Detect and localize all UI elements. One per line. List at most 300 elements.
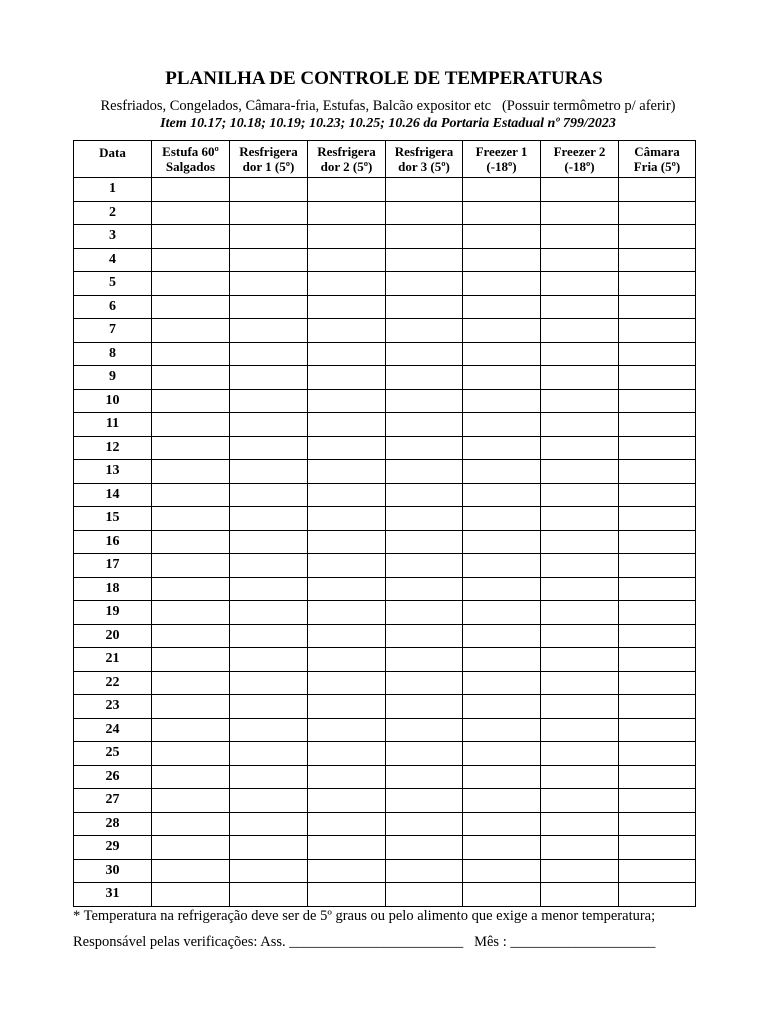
temperature-entry-cell[interactable] [230,554,308,578]
temperature-entry-cell[interactable] [619,812,696,836]
table-row [74,624,696,648]
temperature-entry-cell[interactable] [541,530,619,554]
temperature-entry-cell[interactable] [308,742,386,766]
column-header-freezer-1 [463,141,541,178]
temperature-entry-cell[interactable] [308,295,386,319]
temperature-entry-cell[interactable] [541,742,619,766]
temperature-entry-cell[interactable] [152,883,230,907]
temperature-entry-cell[interactable] [541,460,619,484]
temperature-entry-cell[interactable] [541,554,619,578]
temperature-entry-cell[interactable] [619,507,696,531]
temperature-entry-cell[interactable] [308,765,386,789]
temperature-entry-cell[interactable] [463,460,541,484]
temperature-entry-cell[interactable] [152,836,230,860]
temperature-entry-cell[interactable] [386,554,463,578]
table-row [74,413,696,437]
temperature-entry-cell[interactable] [386,413,463,437]
temperature-control-table [73,140,696,907]
temperature-entry-cell[interactable] [152,436,230,460]
temperature-entry-cell[interactable] [386,248,463,272]
day-number-cell: 12 [74,436,152,460]
temperature-entry-cell[interactable] [386,342,463,366]
temperature-entry-cell[interactable] [152,577,230,601]
temperature-entry-cell[interactable] [386,530,463,554]
temperature-entry-cell[interactable] [463,859,541,883]
temperature-entry-cell[interactable] [619,624,696,648]
temperature-entry-cell[interactable] [463,342,541,366]
temperature-entry-cell[interactable] [619,225,696,249]
day-number-cell: 17 [74,554,152,578]
temperature-entry-cell[interactable] [541,624,619,648]
temperature-entry-cell[interactable] [541,201,619,225]
table-row [74,671,696,695]
temperature-entry-cell[interactable] [619,413,696,437]
temperature-entry-cell[interactable] [230,201,308,225]
temperature-entry-cell[interactable] [463,577,541,601]
temperature-entry-cell[interactable] [619,201,696,225]
temperature-entry-cell[interactable] [386,836,463,860]
temperature-entry-cell[interactable] [386,765,463,789]
temperature-entry-cell[interactable] [230,601,308,625]
temperature-entry-cell[interactable] [619,295,696,319]
day-number-cell: 19 [74,601,152,625]
temperature-entry-cell[interactable] [152,765,230,789]
temperature-entry-cell[interactable] [152,718,230,742]
temperature-entry-cell[interactable] [152,812,230,836]
temperature-entry-cell[interactable] [308,812,386,836]
temperature-entry-cell[interactable] [619,530,696,554]
temperature-entry-cell[interactable] [230,789,308,813]
temperature-entry-cell[interactable] [230,883,308,907]
column-header-line1: Resfrigera [317,144,376,159]
temperature-entry-cell[interactable] [541,671,619,695]
temperature-entry-cell[interactable] [308,718,386,742]
table-row [74,718,696,742]
temperature-entry-cell[interactable] [308,178,386,202]
temperature-entry-cell[interactable] [463,225,541,249]
day-number-cell: 22 [74,671,152,695]
temperature-entry-cell[interactable] [386,319,463,343]
table-row [74,577,696,601]
temperature-entry-cell[interactable] [230,624,308,648]
temperature-entry-cell[interactable] [463,765,541,789]
table-row [74,789,696,813]
day-number-cell: 30 [74,859,152,883]
temperature-entry-cell[interactable] [541,765,619,789]
table-row [74,295,696,319]
day-number-cell: 10 [74,389,152,413]
temperature-entry-cell[interactable] [619,742,696,766]
temperature-entry-cell[interactable] [386,389,463,413]
temperature-entry-cell[interactable] [386,507,463,531]
temperature-entry-cell[interactable] [230,836,308,860]
column-header-line2: (-18º) [564,159,595,174]
day-number-cell: 20 [74,624,152,648]
temperature-entry-cell[interactable] [463,413,541,437]
temperature-entry-cell[interactable] [619,342,696,366]
day-number-cell: 11 [74,413,152,437]
temperature-entry-cell[interactable] [541,319,619,343]
day-number-cell: 31 [74,883,152,907]
temperature-entry-cell[interactable] [619,836,696,860]
temperature-entry-cell[interactable] [386,742,463,766]
temperature-entry-cell[interactable] [463,671,541,695]
column-header-resfrigerador-1 [230,141,308,178]
temperature-entry-cell[interactable] [541,718,619,742]
temperature-entry-cell[interactable] [386,436,463,460]
column-header-freezer-2 [541,141,619,178]
temperature-entry-cell[interactable] [308,366,386,390]
temperature-entry-cell[interactable] [152,530,230,554]
table-row [74,342,696,366]
temperature-entry-cell[interactable] [152,342,230,366]
temperature-entry-cell[interactable] [386,272,463,296]
temperature-entry-cell[interactable] [386,859,463,883]
column-header-line1: Estufa 60º [162,144,219,159]
temperature-entry-cell[interactable] [230,859,308,883]
day-number-cell: 2 [74,201,152,225]
table-row [74,201,696,225]
temperature-entry-cell[interactable] [230,366,308,390]
temperature-entry-cell[interactable] [619,436,696,460]
temperature-entry-cell[interactable] [308,389,386,413]
table-row [74,460,696,484]
temperature-entry-cell[interactable] [386,624,463,648]
temperature-entry-cell[interactable] [463,389,541,413]
day-number-cell: 24 [74,718,152,742]
temperature-entry-cell[interactable] [386,883,463,907]
temperature-entry-cell[interactable] [619,718,696,742]
table-row [74,272,696,296]
temperature-entry-cell[interactable] [308,530,386,554]
temperature-entry-cell[interactable] [541,483,619,507]
table-row [74,648,696,672]
temperature-entry-cell[interactable] [541,812,619,836]
table-row [74,530,696,554]
temperature-entry-cell[interactable] [386,718,463,742]
day-number-cell: 23 [74,695,152,719]
temperature-entry-cell[interactable] [541,436,619,460]
table-row [74,601,696,625]
page-subtitle: Resfriados, Congelados, Câmara-fria, Estufas, Balcão expositor etc (Possuir termômetro p/ aferir) [100,98,676,114]
temperature-entry-cell[interactable] [463,789,541,813]
temperature-entry-cell[interactable] [152,460,230,484]
temperature-entry-cell[interactable] [463,883,541,907]
temperature-entry-cell[interactable] [463,248,541,272]
temperature-entry-cell[interactable] [230,295,308,319]
temperature-entry-cell[interactable] [619,483,696,507]
temperature-entry-cell[interactable] [386,601,463,625]
column-header-date [74,141,152,178]
temperature-entry-cell[interactable] [230,413,308,437]
temperature-entry-cell[interactable] [619,671,696,695]
temperature-entry-cell[interactable] [463,201,541,225]
temperature-entry-cell[interactable] [463,272,541,296]
temperature-entry-cell[interactable] [619,789,696,813]
temperature-entry-cell[interactable] [463,295,541,319]
temperature-entry-cell[interactable] [152,272,230,296]
temperature-entry-cell[interactable] [308,272,386,296]
table-row [74,765,696,789]
temperature-entry-cell[interactable] [308,836,386,860]
temperature-entry-cell[interactable] [463,648,541,672]
column-header-line1: Resfrigera [394,144,454,159]
column-header-line2: (-18º) [486,159,517,174]
temperature-entry-cell[interactable] [230,272,308,296]
temperature-entry-cell[interactable] [386,483,463,507]
column-header-line2: Salgados [165,159,216,174]
temperature-entry-cell[interactable] [541,859,619,883]
day-number-cell: 14 [74,483,152,507]
column-header-resfrigerador-2 [308,141,386,178]
temperature-entry-cell[interactable] [152,554,230,578]
day-number-cell: 29 [74,836,152,860]
temperature-entry-cell[interactable] [230,225,308,249]
temperature-entry-cell[interactable] [463,601,541,625]
temperature-entry-cell[interactable] [308,413,386,437]
temperature-entry-cell[interactable] [463,742,541,766]
temperature-entry-cell[interactable] [463,436,541,460]
temperature-entry-cell[interactable] [619,648,696,672]
temperature-entry-cell[interactable] [541,366,619,390]
table-row [74,859,696,883]
temperature-entry-cell[interactable] [308,859,386,883]
temperature-entry-cell[interactable] [230,812,308,836]
temperature-entry-cell[interactable] [463,812,541,836]
temperature-entry-cell[interactable] [152,507,230,531]
temperature-entry-cell[interactable] [152,483,230,507]
temperature-entry-cell[interactable] [386,648,463,672]
day-number-cell: 6 [74,295,152,319]
temperature-entry-cell[interactable] [463,718,541,742]
temperature-entry-cell[interactable] [541,601,619,625]
temperature-entry-cell[interactable] [152,859,230,883]
temperature-entry-cell[interactable] [308,577,386,601]
temperature-entry-cell[interactable] [230,248,308,272]
column-header-estufa-salgados [152,141,230,178]
day-number-cell: 26 [74,765,152,789]
temperature-entry-cell[interactable] [308,248,386,272]
temperature-entry-cell[interactable] [230,695,308,719]
column-header-resfrigerador-3 [386,141,463,178]
temperature-entry-cell[interactable] [152,225,230,249]
temperature-entry-cell[interactable] [541,389,619,413]
temperature-entry-cell[interactable] [386,460,463,484]
temperature-entry-cell[interactable] [152,601,230,625]
table-row [74,883,696,907]
temperature-entry-cell[interactable] [386,577,463,601]
temperature-entry-cell[interactable] [541,789,619,813]
temperature-entry-cell[interactable] [463,319,541,343]
day-number-cell: 3 [74,225,152,249]
table-row [74,483,696,507]
temperature-entry-cell[interactable] [386,789,463,813]
temperature-entry-cell[interactable] [152,201,230,225]
temperature-entry-cell[interactable] [619,577,696,601]
column-header-line2: Fria (5º) [633,159,681,174]
temperature-entry-cell[interactable] [541,272,619,296]
table-row [74,225,696,249]
temperature-entry-cell[interactable] [152,366,230,390]
column-header-line1: Freezer 2 [553,144,606,159]
temperature-entry-cell[interactable] [463,624,541,648]
temperature-entry-cell[interactable] [230,648,308,672]
temperature-entry-cell[interactable] [463,554,541,578]
temperature-entry-cell[interactable] [230,507,308,531]
temperature-entry-cell[interactable] [386,695,463,719]
temperature-entry-cell[interactable] [619,389,696,413]
temperature-entry-cell[interactable] [308,601,386,625]
column-header-line2: dor 2 (5º) [320,159,373,174]
day-number-cell: 8 [74,342,152,366]
temperature-entry-cell[interactable] [308,507,386,531]
temperature-entry-cell[interactable] [230,671,308,695]
temperature-entry-cell[interactable] [308,460,386,484]
temperature-entry-cell[interactable] [386,225,463,249]
temperature-entry-cell[interactable] [463,178,541,202]
temperature-entry-cell[interactable] [230,765,308,789]
column-header-line1: Câmara [634,144,680,159]
temperature-entry-cell[interactable] [152,319,230,343]
temperature-entry-cell[interactable] [619,178,696,202]
temperature-entry-cell[interactable] [386,295,463,319]
temperature-entry-cell[interactable] [619,460,696,484]
temperature-entry-cell[interactable] [152,178,230,202]
temperature-entry-cell[interactable] [308,483,386,507]
temperature-entry-cell[interactable] [230,436,308,460]
table-row [74,389,696,413]
temperature-entry-cell[interactable] [541,577,619,601]
column-header-line1: Data [99,145,126,160]
temperature-entry-cell[interactable] [541,413,619,437]
temperature-entry-cell[interactable] [308,554,386,578]
temperature-entry-cell[interactable] [230,530,308,554]
temperature-entry-cell[interactable] [463,836,541,860]
temperature-entry-cell[interactable] [619,366,696,390]
temperature-entry-cell[interactable] [230,342,308,366]
temperature-entry-cell[interactable] [541,883,619,907]
temperature-entry-cell[interactable] [541,248,619,272]
day-number-cell: 25 [74,742,152,766]
temperature-entry-cell[interactable] [463,695,541,719]
temperature-entry-cell[interactable] [152,389,230,413]
temperature-entry-cell[interactable] [619,601,696,625]
legal-reference: Item 10.17; 10.18; 10.19; 10.23; 10.25; 10.26 da Portaria Estadual nº 799/2023 [160,116,616,131]
temperature-entry-cell[interactable] [308,319,386,343]
page-title: PLANILHA DE CONTROLE DE TEMPERATURAS [165,68,603,89]
table-row [74,836,696,860]
temperature-entry-cell[interactable] [230,178,308,202]
temperature-entry-cell[interactable] [463,530,541,554]
temperature-entry-cell[interactable] [152,648,230,672]
temperature-entry-cell[interactable] [619,319,696,343]
temperature-entry-cell[interactable] [152,248,230,272]
temperature-entry-cell[interactable] [463,366,541,390]
temperature-entry-cell[interactable] [230,483,308,507]
temperature-entry-cell[interactable] [230,718,308,742]
temperature-entry-cell[interactable] [541,342,619,366]
day-number-cell: 27 [74,789,152,813]
temperature-entry-cell[interactable] [152,742,230,766]
temperature-entry-cell[interactable] [463,483,541,507]
temperature-entry-cell[interactable] [152,413,230,437]
temperature-entry-cell[interactable] [230,460,308,484]
day-number-cell: 18 [74,577,152,601]
temperature-entry-cell[interactable] [541,507,619,531]
table-row [74,436,696,460]
temperature-entry-cell[interactable] [386,812,463,836]
table-row [74,319,696,343]
day-number-cell: 15 [74,507,152,531]
temperature-entry-cell[interactable] [152,789,230,813]
column-header-line1: Freezer 1 [475,144,528,159]
temperature-entry-cell[interactable] [541,695,619,719]
day-number-cell: 16 [74,530,152,554]
day-number-cell: 5 [74,272,152,296]
temperature-entry-cell[interactable] [619,272,696,296]
temperature-entry-cell[interactable] [230,577,308,601]
temperature-entry-cell[interactable] [308,883,386,907]
temperature-entry-cell[interactable] [152,695,230,719]
temperature-entry-cell[interactable] [152,671,230,695]
temperature-entry-cell[interactable] [619,554,696,578]
temperature-entry-cell[interactable] [386,366,463,390]
temperature-entry-cell[interactable] [386,671,463,695]
temperature-entry-cell[interactable] [308,648,386,672]
temperature-entry-cell[interactable] [386,178,463,202]
temperature-entry-cell[interactable] [386,201,463,225]
signature-line: Responsável pelas verificações: Ass. ________________________ Mês : ____________________ [73,934,656,950]
temperature-entry-cell[interactable] [308,624,386,648]
temperature-entry-cell[interactable] [152,624,230,648]
day-number-cell: 9 [74,366,152,390]
table-header-row [74,141,696,178]
temperature-entry-cell[interactable] [541,225,619,249]
column-header-line2: dor 3 (5º) [398,159,450,174]
table-row [74,248,696,272]
temperature-entry-cell[interactable] [230,389,308,413]
temperature-entry-cell[interactable] [230,319,308,343]
temperature-entry-cell[interactable] [308,225,386,249]
temperature-entry-cell[interactable] [308,201,386,225]
table-row [74,178,696,202]
column-header-line1: Resfrigera [239,144,298,159]
temperature-entry-cell[interactable] [541,836,619,860]
table-row [74,507,696,531]
temperature-entry-cell[interactable] [152,295,230,319]
temperature-entry-cell[interactable] [541,648,619,672]
temperature-entry-cell[interactable] [308,436,386,460]
temperature-entry-cell[interactable] [619,248,696,272]
temperature-entry-cell[interactable] [619,859,696,883]
temperature-entry-cell[interactable] [619,765,696,789]
temperature-entry-cell[interactable] [619,883,696,907]
table-row [74,695,696,719]
temperature-entry-cell[interactable] [541,178,619,202]
temperature-entry-cell[interactable] [308,789,386,813]
temperature-entry-cell[interactable] [619,695,696,719]
temperature-entry-cell[interactable] [230,742,308,766]
temperature-entry-cell[interactable] [541,295,619,319]
column-header-camara-fria [619,141,696,178]
temperature-entry-cell[interactable] [308,695,386,719]
temperature-entry-cell[interactable] [463,507,541,531]
temperature-entry-cell[interactable] [308,342,386,366]
temperature-entry-cell[interactable] [308,671,386,695]
table-row [74,742,696,766]
day-number-cell: 13 [74,460,152,484]
day-number-cell: 21 [74,648,152,672]
